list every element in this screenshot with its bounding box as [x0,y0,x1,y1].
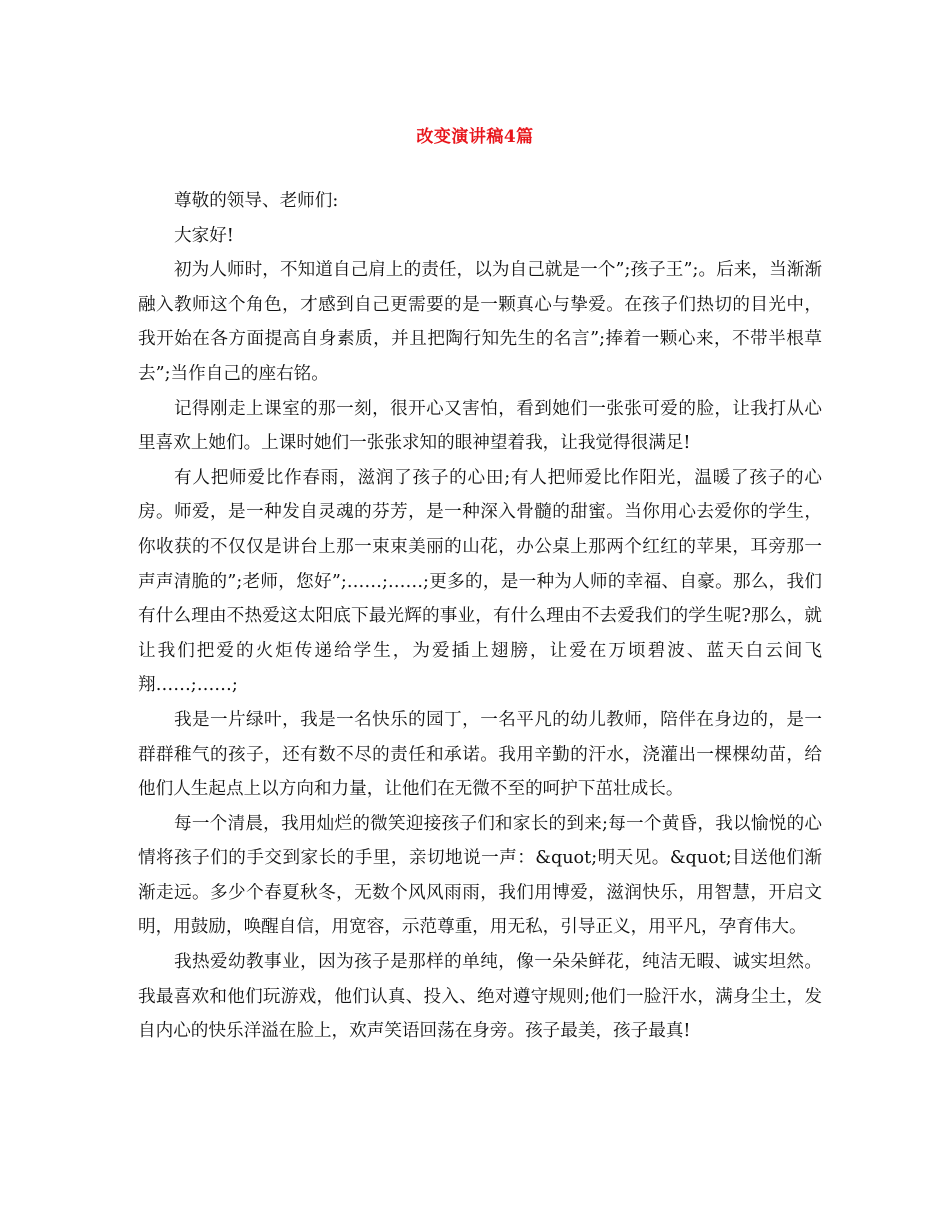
paragraph: 我热爱幼教事业，因为孩子是那样的单纯，像一朵朵鲜花，纯洁无暇、诚实坦然。我最喜欢和他们玩游戏，他们认真、投入、绝对遵守规则;他们一脸汗水，满身尘土，发自内心的快乐洋溢在脸上，欢声笑语回荡在身旁。孩子最美，孩子最真! [138,952,822,1042]
document-body [138,184,822,1049]
paragraph: 有人把师爱比作春雨，滋润了孩子的心田;有人把师爱比作阳光，温暖了孩子的心房。师爱，是一种发自灵魂的芬芳，是一种深入骨髓的甜蜜。当你用心去爱你的学生，你收获的不仅仅是讲台上那一束束美丽的山花，办公桌上那两个红红的苹果，耳旁那一声声清脆的”;老师，您好”;……;……;更多的，是一种为人师的幸福、自豪。那么，我们有什么理由不热爱这太阳底下最光辉的事业，有什么理由不去爱我们的学生呢?那么，就让我们把爱的火炬传递给学生，为爱插上翅膀，让爱在万顷碧波、蓝天白云间飞翔……;……; [138,467,822,696]
paragraph: 初为人师时，不知道自己肩上的责任，以为自己就是一个”;孩子王”;。后来，当渐渐融入教师这个角色，才感到自己更需要的是一颗真心与挚爱。在孩子们热切的目光中，我开始在各方面提高自身素质，并且把陶行知先生的名言”;捧着一颗心来，不带半根草去”;当作自己的座右铭。 [138,260,822,384]
paragraph: 记得刚走上课室的那一刻，很开心又害怕，看到她们一张张可爱的脸，让我打从心里喜欢上她们。上课时她们一张张求知的眼神望着我，让我觉得很满足! [138,398,822,454]
paragraph: 我是一片绿叶，我是一名快乐的园丁，一名平凡的幼儿教师，陪伴在身边的，是一群群稚气的孩子，还有数不尽的责任和承诺。我用辛勤的汗水，浇灌出一棵棵幼苗，给他们人生起点上以方向和力量，让他们在无微不至的呵护下茁壮成长。 [138,709,822,800]
paragraph-greeting: 大家好! [174,225,234,246]
document-title: 改变演讲稿4篇 [416,127,534,147]
paragraph: 每一个清晨，我用灿烂的微笑迎接孩子们和家长的到来;每一个黄昏，我以愉悦的心情将孩子们的手交到家长的手里，亲切地说一声：&quot;明天见。&quot;目送他们渐渐走远。多少个春夏秋冬，无数个风风雨雨，我们用博爱，滋润快乐，用智慧，开启文明，用鼓励，唤醒自信，用宽容，示范尊重，用无私，引导正义，用平凡，孕育伟大。 [138,813,822,938]
paragraph-salutation: 尊敬的领导、老师们: [174,191,339,211]
